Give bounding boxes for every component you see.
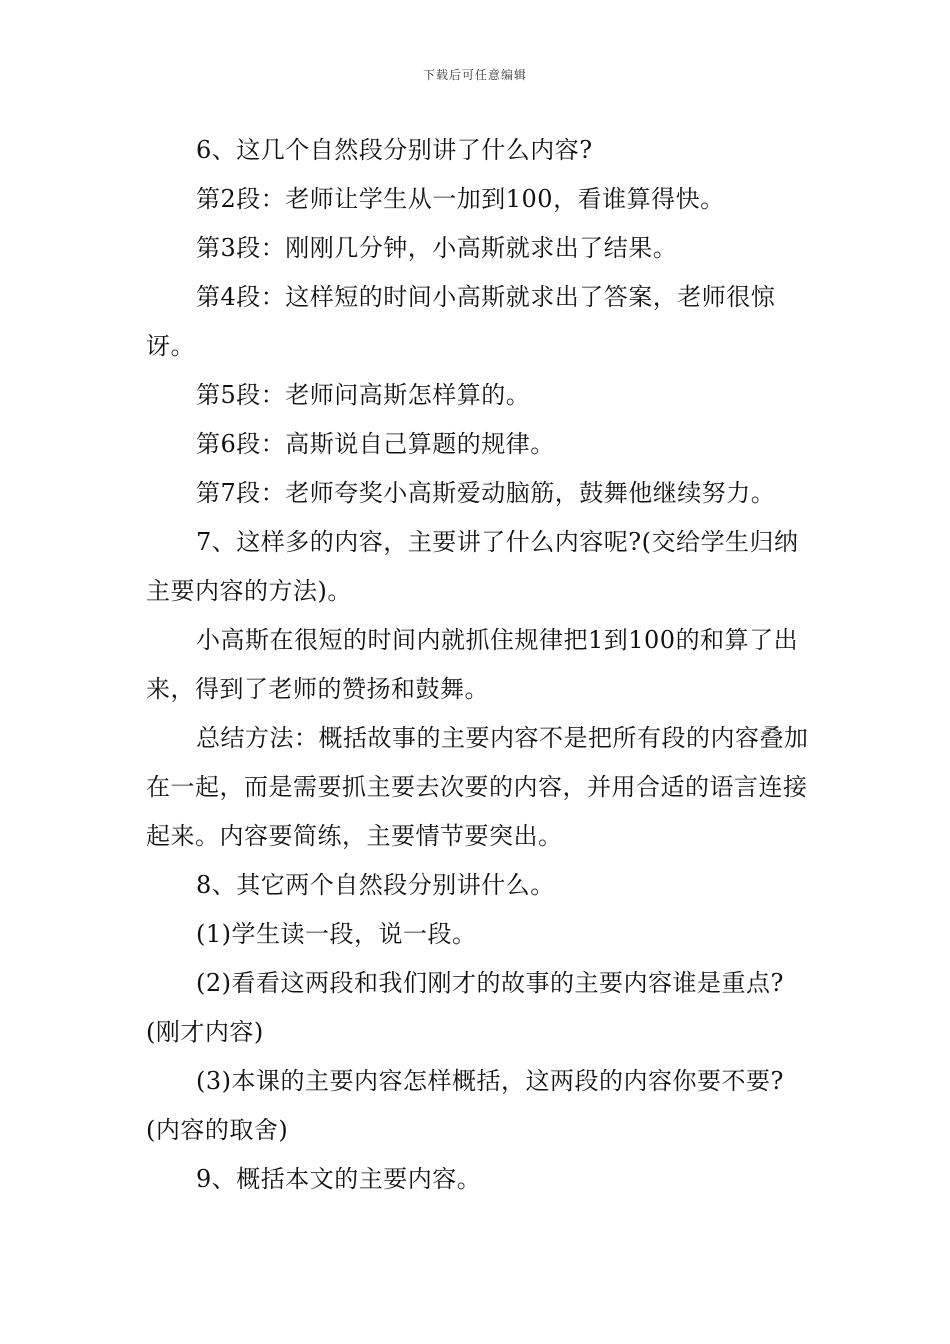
paragraph-section-3: 第3段：刚刚几分钟，小高斯就求出了结果。 (196, 234, 678, 262)
paragraph-section-4: 第4段：这样短的时间小高斯就求出了答案，老师很惊讶。 (146, 283, 776, 360)
paragraph-step-3: (3)本课的主要内容怎样概括，这两段的内容你要不要?(内容的取舍) (146, 1067, 784, 1144)
paragraph-section-6: 第6段：高斯说自己算题的规律。 (196, 430, 555, 458)
paragraph-step-1: (1)学生读一段，说一段。 (196, 920, 477, 948)
page-header: 下载后可任意编辑 (422, 68, 527, 82)
paragraph-q8: 8、其它两个自然段分别讲什么。 (196, 871, 555, 899)
paragraph-main-idea: 小高斯在很短的时间内就抓住规律把1到100的和算了出来，得到了老师的赞扬和鼓舞。 (146, 626, 799, 703)
document-body (146, 126, 810, 1204)
paragraph-section-7: 第7段：老师夸奖小高斯爱动脑筋，鼓舞他继续努力。 (196, 479, 776, 507)
paragraph-q9: 9、概括本文的主要内容。 (196, 1165, 482, 1193)
paragraph-section-2: 第2段：老师让学生从一加到100，看谁算得快。 (196, 185, 725, 213)
paragraph-q6: 6、这几个自然段分别讲了什么内容? (196, 136, 593, 164)
paragraph-summary-method: 总结方法：概括故事的主要内容不是把所有段的内容叠加在一起，而是需要抓主要去次要的内容，并用合适的语言连接起来。内容要简练，主要情节要突出。 (146, 724, 809, 850)
paragraph-q7: 7、这样多的内容，主要讲了什么内容呢?(交给学生归纳主要内容的方法)。 (146, 528, 799, 605)
paragraph-step-2: (2)看看这两段和我们刚才的故事的主要内容谁是重点?(刚才内容) (146, 969, 784, 1046)
paragraph-section-5: 第5段：老师问高斯怎样算的。 (196, 381, 531, 409)
